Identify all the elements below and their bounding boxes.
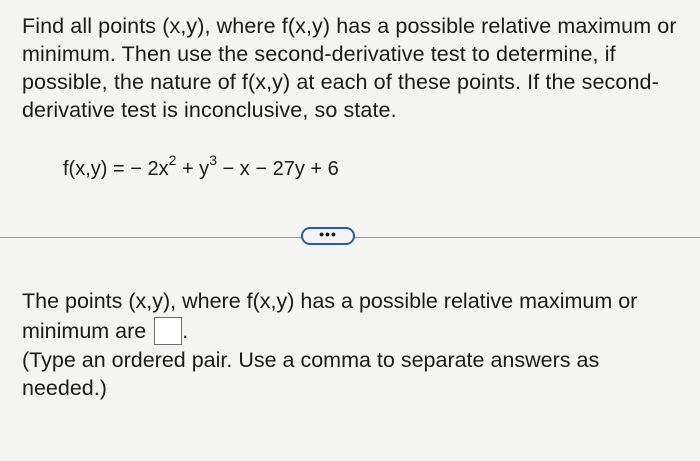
expand-more-button[interactable] [301, 227, 355, 245]
answer-prompt-line2 [22, 316, 692, 346]
question-text-block [22, 12, 682, 124]
question-text: Find all points (x,y), where f(x,y) has a possible relative maximum or minimum. Then use the second-derivative test to determine, if possible, the nature of f(x,y) at each of these points. If the second-derivative test is inconclusive, so state. [22, 14, 677, 122]
function-formula [63, 154, 339, 184]
formula-exponent-x: 2 [168, 152, 177, 169]
formula-lhs: f(x,y) = − 2x [63, 158, 169, 180]
formula-rhs: − x − 27y + 6 [216, 158, 339, 180]
answer-period: . [182, 319, 189, 343]
answer-prompt-text: minimum are [22, 319, 147, 343]
answer-block [22, 286, 692, 402]
formula-exponent-y: 3 [209, 152, 217, 169]
answer-hint: (Type an ordered pair. Use a comma to separate answers as needed.) [22, 348, 600, 400]
answer-input-box[interactable] [154, 317, 182, 345]
answer-prompt-line1: The points (x,y), where f(x,y) has a possible relative maximum or [22, 289, 638, 313]
formula-middle: + y [176, 158, 210, 180]
ellipsis-icon: ••• [319, 226, 337, 242]
